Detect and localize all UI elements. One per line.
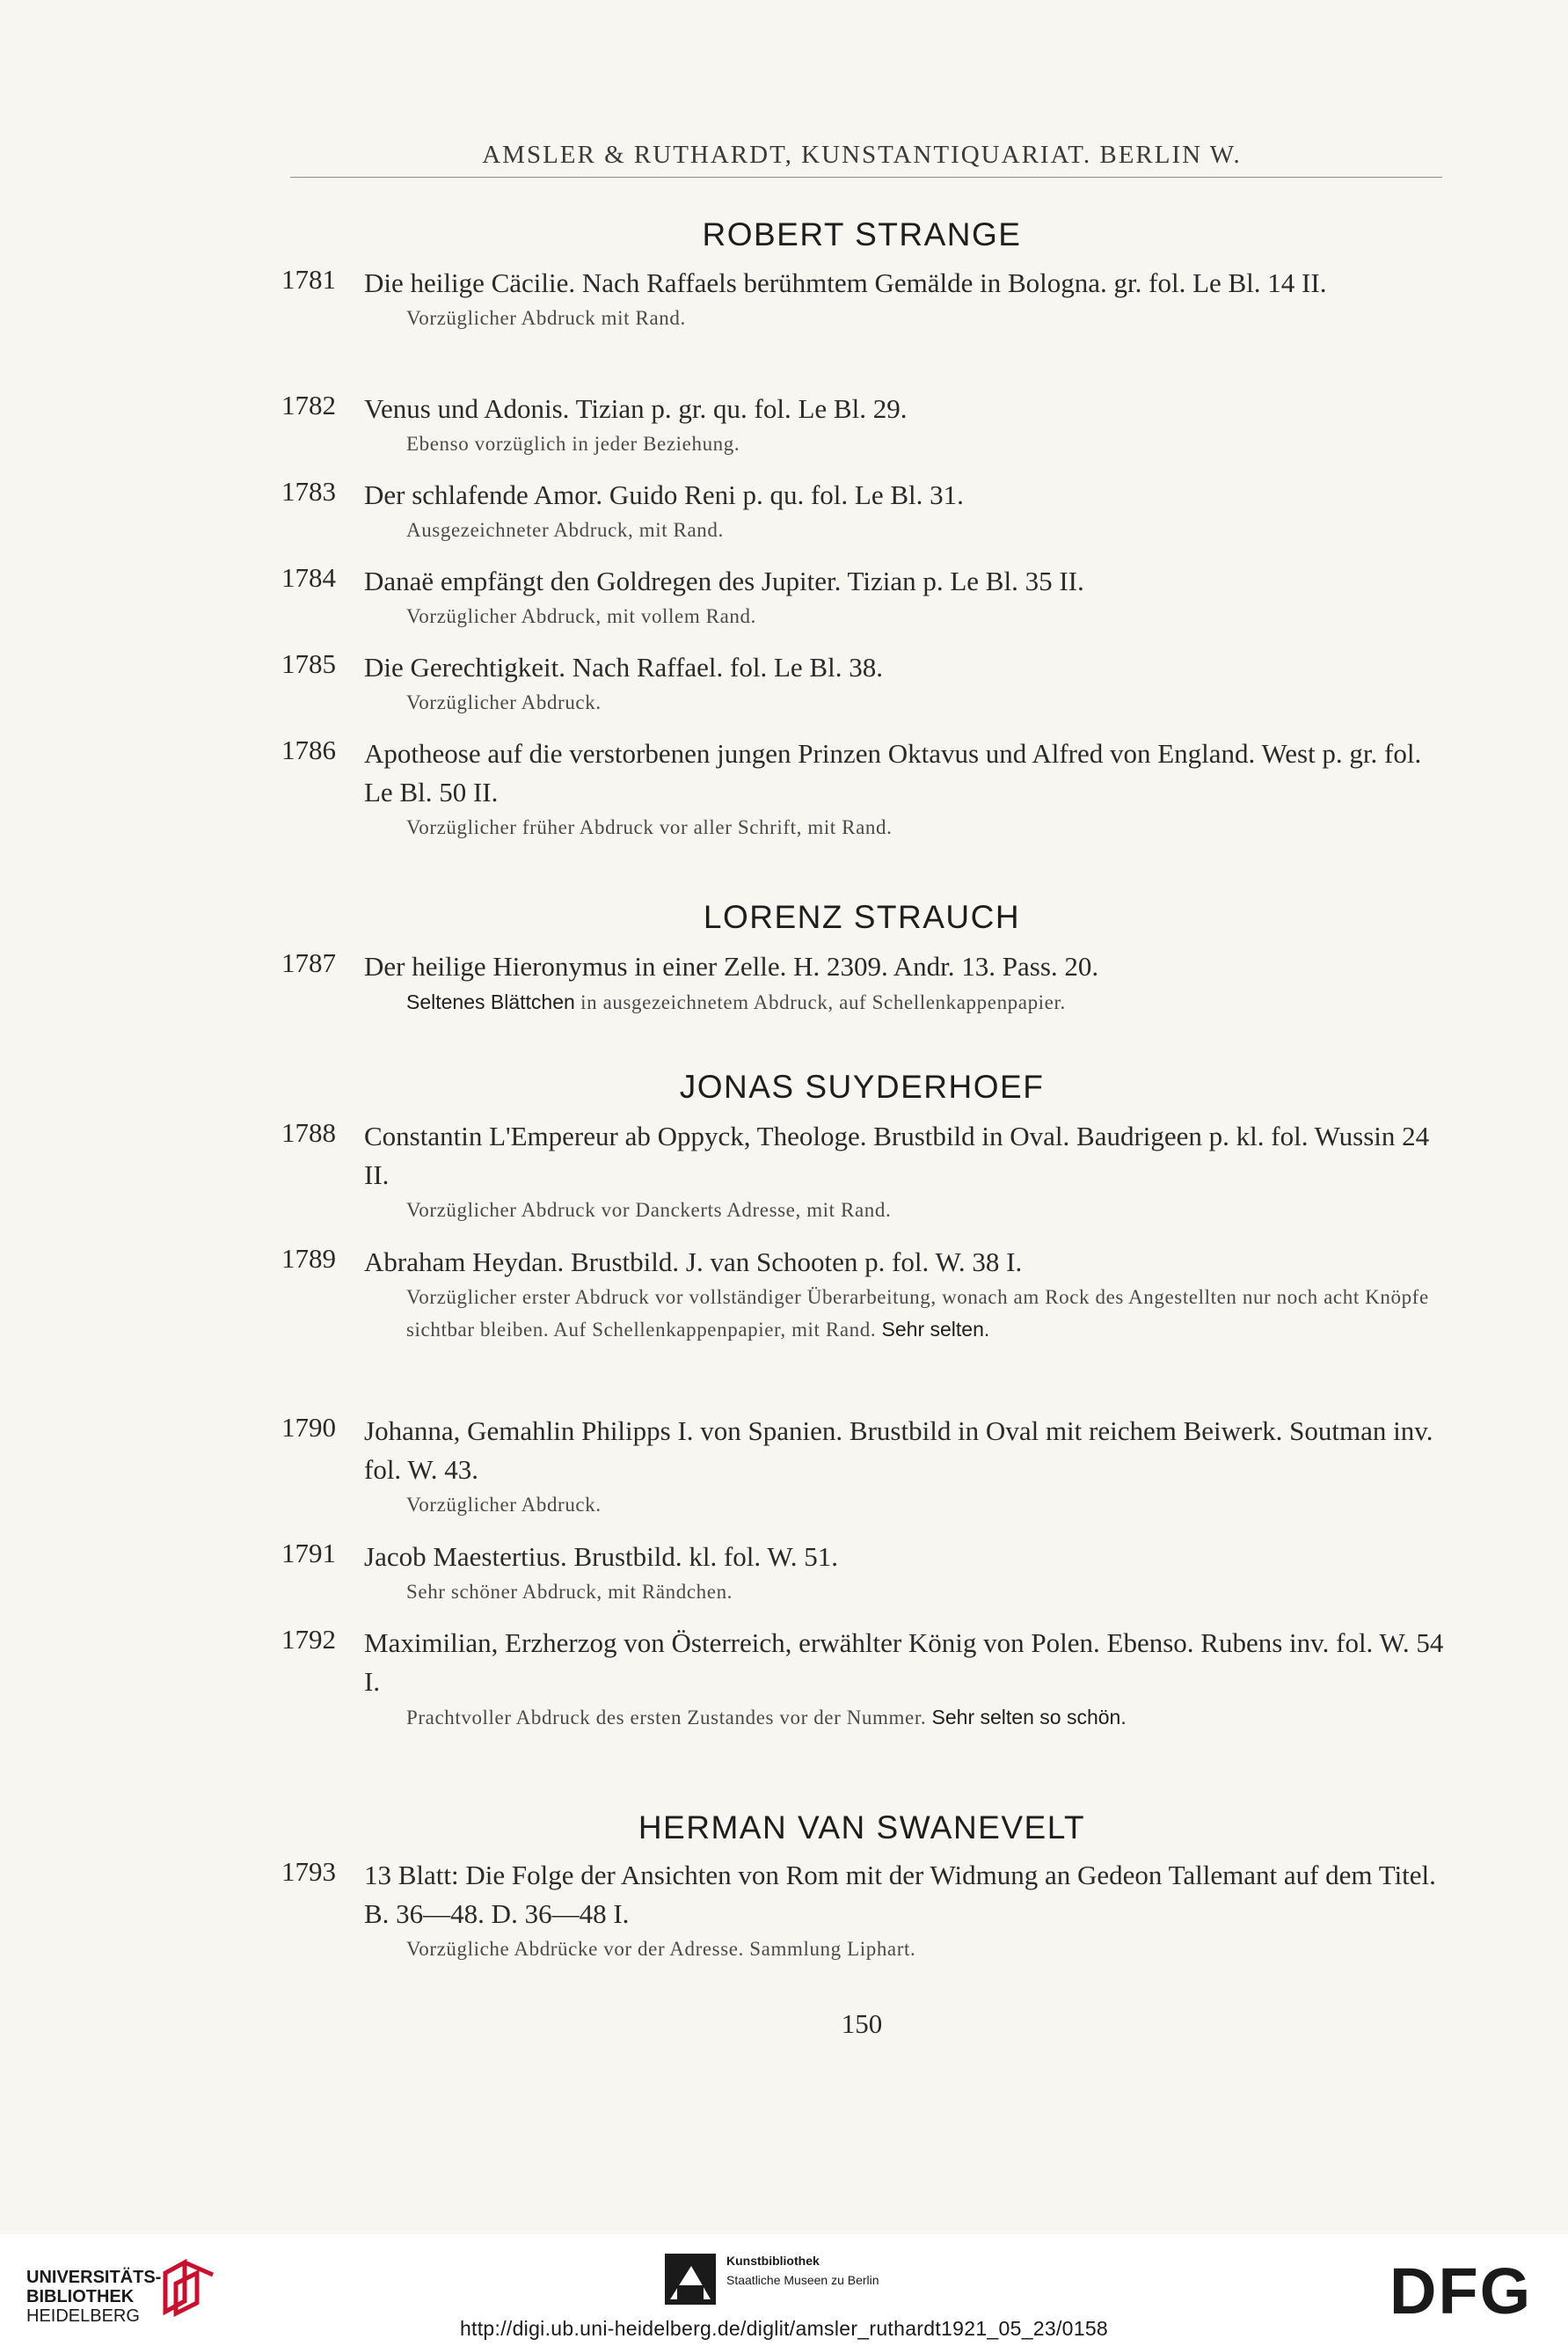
- entry-note: [406, 1701, 1451, 1734]
- header-rule: [290, 177, 1442, 178]
- entry-note: Vorzüglicher Abdruck mit Rand.: [406, 307, 686, 329]
- entry-text: Apotheose auf die verstorbenen jungen Prinzen Oktavus und Alfred von England. West p. gr. fol. Le Bl. 50 II.: [364, 738, 1422, 808]
- entry-1783: [281, 476, 1451, 546]
- entry-number: 1786: [281, 734, 336, 765]
- ub-line3: HEIDELBERG: [26, 2306, 140, 2326]
- section-title-lorenz-strauch: LORENZ STRAUCH: [703, 899, 1021, 935]
- entry-1791: [281, 1538, 1451, 1608]
- kb-line2: Staatliche Museen zu Berlin: [726, 2273, 879, 2287]
- page-number: 150: [841, 2008, 883, 2039]
- entry-note: Ebenso vorzüglich in jeder Beziehung.: [406, 433, 740, 455]
- entry-number: 1793: [281, 1856, 336, 1887]
- entry-text: Constantin L'Empereur ab Oppyck, Theologe. Brustbild in Oval. Baudrigeen p. kl. fol. Wussin 24 II.: [364, 1121, 1430, 1190]
- section-title-robert-strange: ROBERT STRANGE: [702, 216, 1022, 252]
- entry-number: 1789: [281, 1243, 336, 1274]
- dfg-logo: DFG: [1389, 2255, 1533, 2328]
- entry-note: Vorzüglicher Abdruck.: [406, 1494, 602, 1516]
- entry-1784: [281, 562, 1451, 632]
- entry-note: Vorzüglicher früher Abdruck vor aller Schrift, mit Rand.: [406, 816, 893, 838]
- entry-number: 1783: [281, 476, 336, 507]
- entry-text: Venus und Adonis. Tizian p. gr. qu. fol. Le Bl. 29.: [364, 393, 908, 424]
- ub-line2: BIBLIOTHEK: [26, 2287, 135, 2306]
- entry-1793: [281, 1856, 1451, 1965]
- note-text: Vorzüglicher erster Abdruck vor vollständiger Überarbeitung, wonach am Rock des Angestellten nur noch acht Knöpfe sichtbar bleiben. Auf Schellenkappenpapier, mit Rand.: [406, 1286, 1429, 1341]
- entry-1789: [281, 1243, 1451, 1346]
- kb-line1: Kunstbibliothek: [726, 2254, 820, 2268]
- entry-1787: [281, 947, 1451, 1019]
- note-emphasis: Sehr selten.: [881, 1318, 990, 1341]
- entry-text: Johanna, Gemahlin Philipps I. von Spanien. Brustbild in Oval mit reichem Beiwerk. Soutman inv. fol. W. 43.: [364, 1415, 1433, 1485]
- entry-note: [406, 986, 1451, 1019]
- kunstbibliothek-logo-text: [726, 2251, 879, 2290]
- entry-note: Ausgezeichneter Abdruck, mit Rand.: [406, 519, 724, 541]
- source-url[interactable]: http://digi.ub.uni-heidelberg.de/diglit/amsler_ruthardt1921_05_23/0158: [459, 2317, 1109, 2340]
- entry-text: Maximilian, Erzherzog von Österreich, erwählter König von Polen. Ebenso. Rubens inv. fol. W. 54 I.: [364, 1627, 1444, 1697]
- entry-note: Vorzügliche Abdrücke vor der Adresse. Sammlung Liphart.: [406, 1938, 916, 1960]
- entry-1792: [281, 1624, 1451, 1734]
- entry-note: [406, 1282, 1451, 1346]
- entry-text: Die heilige Cäcilie. Nach Raffaels berühmtem Gemälde in Bologna. gr. fol. Le Bl. 14 II.: [364, 267, 1327, 298]
- entry-note: Vorzüglicher Abdruck.: [406, 691, 602, 713]
- note-text: Prachtvoller Abdruck des ersten Zustandes vor der Nummer.: [406, 1707, 927, 1728]
- note-text: in ausgezeichnetem Abdruck, auf Schellenkappenpapier.: [580, 991, 1066, 1013]
- entry-number: 1782: [281, 390, 336, 420]
- note-emphasis: Seltenes Blättchen: [406, 990, 575, 1013]
- entry-note: Vorzüglicher Abdruck, mit vollem Rand.: [406, 605, 756, 627]
- entry-1785: [281, 648, 1451, 719]
- running-header: AMSLER & RUTHARDT, KUNSTANTIQUARIAT. BERLIN W.: [482, 141, 1242, 169]
- entry-1781: [281, 264, 1451, 334]
- entry-text: Jacob Maestertius. Brustbild. kl. fol. W. 51.: [364, 1541, 839, 1572]
- entry-text: Abraham Heydan. Brustbild. J. van Schooten p. fol. W. 38 I.: [364, 1246, 1023, 1277]
- entry-number: 1790: [281, 1412, 336, 1443]
- kunstbibliothek-logo-icon: [665, 2254, 716, 2305]
- entry-text: 13 Blatt: Die Folge der Ansichten von Rom mit der Widmung an Gedeon Tallemant auf dem Titel. B. 36—48. D. 36—48 I.: [364, 1860, 1436, 1929]
- entry-1782: [281, 390, 1451, 460]
- entry-number: 1792: [281, 1624, 336, 1655]
- ub-heidelberg-logo-icon: [158, 2257, 220, 2319]
- entry-number: 1785: [281, 648, 336, 679]
- note-emphasis: Sehr selten so schön.: [931, 1706, 1127, 1728]
- entry-1788: [281, 1117, 1451, 1226]
- entry-number: 1787: [281, 947, 336, 978]
- entry-number: 1788: [281, 1117, 336, 1148]
- section-title-jonas-suyderhoef: JONAS SUYDERHOEF: [679, 1069, 1045, 1105]
- entry-1790: [281, 1412, 1451, 1521]
- entry-text: Danaë empfängt den Goldregen des Jupiter. Tizian p. Le Bl. 35 II.: [364, 566, 1084, 596]
- entry-text: Der heilige Hieronymus in einer Zelle. H. 2309. Andr. 13. Pass. 20.: [364, 951, 1099, 982]
- entry-note: Sehr schöner Abdruck, mit Rändchen.: [406, 1581, 733, 1603]
- entry-text: Die Gerechtigkeit. Nach Raffael. fol. Le Bl. 38.: [364, 652, 883, 683]
- entry-1786: [281, 734, 1451, 844]
- ub-line1: UNIVERSITÄTS-: [26, 2268, 162, 2287]
- entry-note: Vorzüglicher Abdruck vor Danckerts Adresse, mit Rand.: [406, 1199, 892, 1221]
- entry-number: 1781: [281, 264, 336, 295]
- entry-text: Der schlafende Amor. Guido Reni p. qu. fol. Le Bl. 31.: [364, 479, 964, 510]
- section-title-herman-van-swanevelt: HERMAN VAN SWANEVELT: [638, 1809, 1086, 1845]
- entry-number: 1791: [281, 1538, 336, 1568]
- entry-number: 1784: [281, 562, 336, 593]
